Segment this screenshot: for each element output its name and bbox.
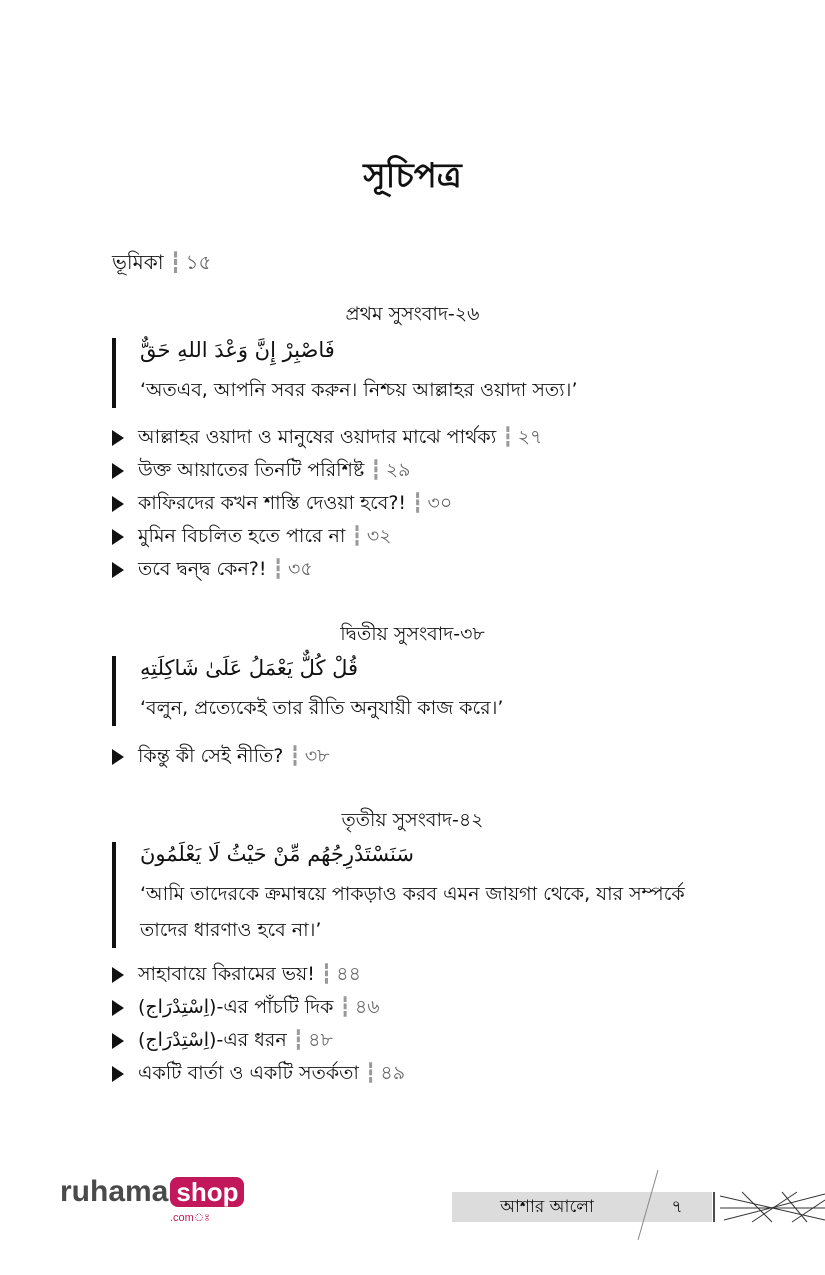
page-number: ২৯ <box>385 459 411 481</box>
logo-word-shop: shop <box>170 1177 244 1207</box>
entry-title: একটি বার্তা ও একটি সতর্কতা <box>138 1062 359 1084</box>
toc-entry[interactable] <box>112 958 405 991</box>
page-title: সূচিপত্র <box>363 156 462 196</box>
section-heading-3: তৃতীয় সুসংবাদ-৪২ <box>341 809 484 831</box>
page-number: ৪৪ <box>336 963 361 985</box>
toc-entry-intro[interactable] <box>112 248 212 281</box>
page-separator: ┇ <box>289 745 299 767</box>
page-number: ২৭ <box>517 426 543 448</box>
footer-book-title: আশার আলো <box>500 1197 594 1217</box>
publisher-logo <box>60 1175 244 1224</box>
toc-entry[interactable] <box>112 487 542 520</box>
toc-entry[interactable] <box>112 1024 405 1057</box>
toc-entry[interactable] <box>112 454 542 487</box>
verse-translation: ‘বলুন, প্রত্যেকেই তার রীতি অনুযায়ী কাজ করে।’ <box>140 697 504 719</box>
page-separator: ┇ <box>351 525 361 547</box>
bullet-triangle-icon <box>112 529 124 545</box>
toc-entry[interactable] <box>112 421 542 454</box>
toc-entry[interactable] <box>112 740 330 773</box>
toc-entry[interactable] <box>112 553 542 586</box>
page-number: ৩৮ <box>304 745 330 767</box>
toc-entry[interactable] <box>112 991 405 1024</box>
arabic-verse: قُلْ كُلٌّ يَعْمَلُ عَلَىٰ شَاكِلَتِهِ <box>140 656 359 680</box>
page-footer <box>452 1192 825 1222</box>
entry-title: আল্লাহর ওয়াদা ও মানুষের ওয়াদার মাঝে পার্থক্য <box>138 426 497 448</box>
entry-title: তবে দ্বন্দ্ব কেন?! <box>138 558 267 580</box>
intro-label: ভূমিকা <box>112 250 164 274</box>
entry-title: কিন্তু কী সেই নীতি? <box>138 745 284 767</box>
page-number: ৩৫ <box>287 558 313 580</box>
toc-list-1 <box>112 421 542 586</box>
arabic-verse: سَنَسْتَدْرِجُهُم مِّنْ حَيْثُ لَا يَعْلَمُونَ <box>140 842 414 866</box>
logo-word-ruhama: ruhama <box>60 1175 169 1208</box>
page-separator: ┇ <box>169 250 180 274</box>
entry-title: মুমিন বিচলিত হতে পারে না <box>138 525 346 547</box>
bullet-triangle-icon <box>112 749 124 765</box>
bullet-triangle-icon <box>112 430 124 446</box>
bullet-triangle-icon <box>112 463 124 479</box>
bullet-triangle-icon <box>112 967 124 983</box>
verse-translation: ‘অতএব, আপনি সবর করুন। নিশ্চয় আল্লাহর ওয়াদা সত্য।’ <box>140 379 578 401</box>
verse-translation-line-2: তাদের ধারণাও হবে না।’ <box>140 919 322 941</box>
toc-entry[interactable] <box>112 1057 405 1090</box>
entry-title: (اِسْتِدْرَاج)-এর পাঁচটি দিক <box>138 996 334 1018</box>
arabic-verse: فَاصْبِرْ إِنَّ وَعْدَ اللهِ حَقٌّ <box>140 338 335 362</box>
entry-title: উক্ত আয়াতের তিনটি পরিশিষ্ট <box>138 459 365 481</box>
toc-entry[interactable] <box>112 520 542 553</box>
section-heading-2: দ্বিতীয় সুসংবাদ-৩৮ <box>340 623 485 645</box>
page-separator: ┇ <box>370 459 380 481</box>
page-separator: ┇ <box>292 1029 303 1051</box>
bullet-triangle-icon <box>112 1033 124 1049</box>
page-separator: ┇ <box>320 963 331 985</box>
entry-title: কাফিরদের কখন শাস্তি দেওয়া হবে?! <box>138 492 407 514</box>
page-number: ৪৮ <box>308 1029 333 1051</box>
quote-block-1 <box>112 338 780 408</box>
page-separator: ┇ <box>412 492 422 514</box>
bullet-triangle-icon <box>112 1066 124 1082</box>
entry-title: সাহাবায়ে কিরামের ভয়! <box>138 963 315 985</box>
page-number: ১৫ <box>185 250 212 274</box>
logo-domain: .comঃ <box>170 1212 211 1224</box>
page-separator: ┇ <box>502 426 512 448</box>
toc-list-3 <box>112 958 405 1090</box>
footer-decoration-lines-icon <box>452 1170 825 1240</box>
page-number: ৩০ <box>427 492 453 514</box>
page-separator: ┇ <box>364 1062 375 1084</box>
bullet-triangle-icon <box>112 496 124 512</box>
page-separator: ┇ <box>272 558 282 580</box>
quote-block-2 <box>112 656 780 726</box>
bullet-triangle-icon <box>112 562 124 578</box>
page-number: ৪৯ <box>380 1062 406 1084</box>
toc-list-2 <box>112 740 330 773</box>
verse-translation-line-1: ‘আমি তাদেরকে ক্রমান্বয়ে পাকড়াও করব এমন জায়গা থেকে, যার সম্পর্কে <box>140 883 685 905</box>
page-separator: ┇ <box>339 996 349 1018</box>
quote-block-3 <box>112 842 780 948</box>
page-number: ৪৬ <box>354 996 380 1018</box>
section-heading-1: প্রথম সুসংবাদ-২৬ <box>345 303 480 325</box>
page-number: ৩২ <box>366 525 392 547</box>
footer-page-number: ৭ <box>671 1197 683 1217</box>
entry-title: (اِسْتِدْرَاج)-এর ধরন <box>138 1029 287 1051</box>
bullet-triangle-icon <box>112 1000 124 1016</box>
